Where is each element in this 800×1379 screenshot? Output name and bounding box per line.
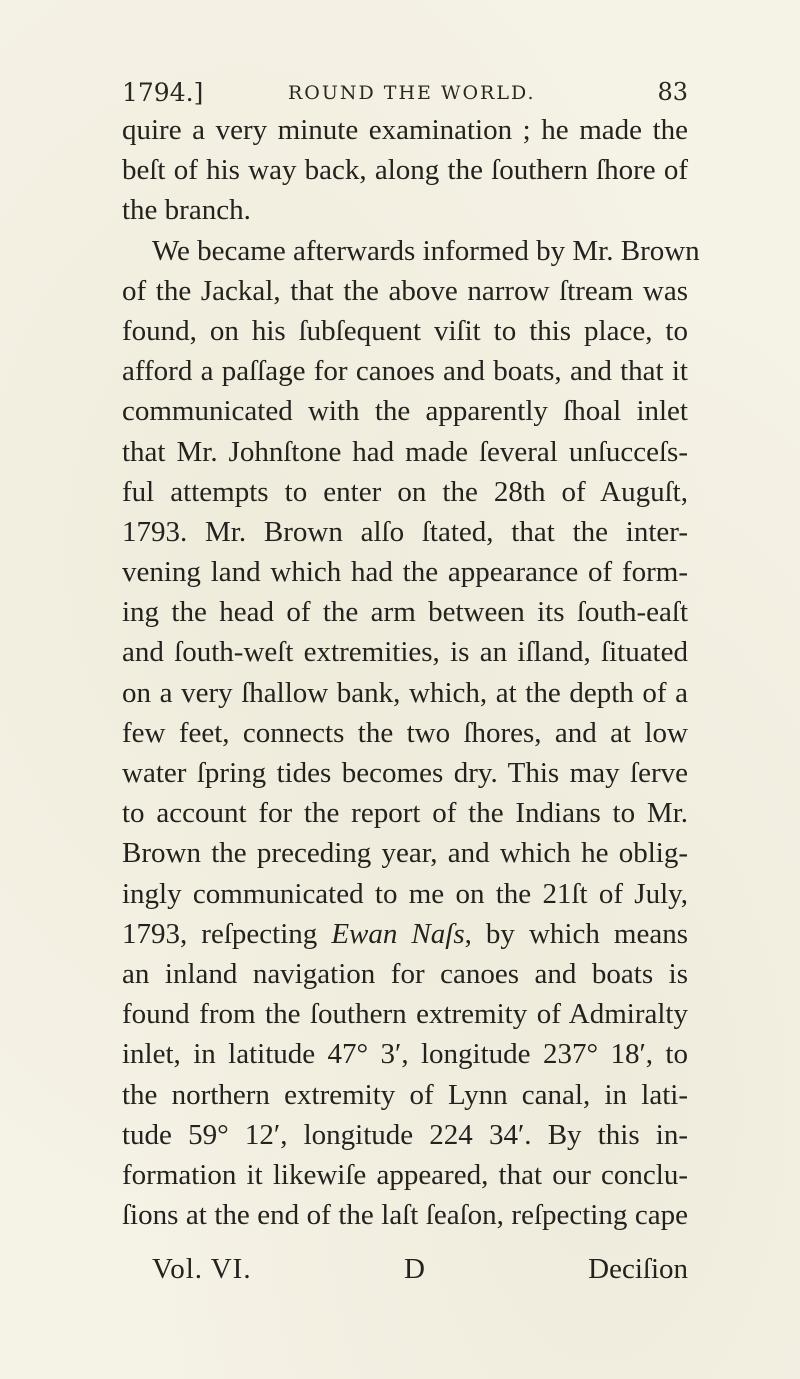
signature-mark: D <box>404 1253 425 1285</box>
text-line: formation it likewiſe appeared, that our conclu- <box>122 1158 688 1191</box>
text-line: of the Jackal, that the above narrow ſtream was <box>122 274 688 307</box>
text-line: inlet, in latitude 47° 3′, longitude 237° 18′, to <box>122 1038 688 1071</box>
header-title: ROUND THE WORLD. <box>288 82 536 104</box>
page-number: 83 <box>657 78 688 106</box>
text-line: vening land which had the appearance of form- <box>122 556 688 589</box>
text-line: afford a paſſage for canoes and boats, and that it <box>122 355 688 388</box>
text-line: and ſouth-weſt extremities, is an iſland, ſituated <box>122 636 688 669</box>
header-year: 1794.] <box>122 78 204 107</box>
text-line: the northern extremity of Lynn canal, in lati- <box>122 1078 688 1111</box>
text-line: that Mr. Johnſtone had made ſeveral unſucceſs- <box>122 435 688 468</box>
volume-label: Vol. VI. <box>152 1253 252 1285</box>
running-header <box>122 72 688 112</box>
text-line: found from the ſouthern extremity of Admiralty <box>122 998 688 1031</box>
catchword: Deciſion <box>588 1253 688 1285</box>
text-line: water ſpring tides becomes dry. This may ſerve <box>122 757 688 789</box>
text-line: few feet, connects the two ſhores, and at low <box>122 716 688 749</box>
text-line: ful attempts to enter on the 28th of Auguſt, <box>122 475 688 508</box>
text-line: We became afterwards informed by Mr. Brown <box>152 234 700 267</box>
page-footer <box>122 1253 688 1293</box>
text-line: ingly communicated to me on the 21ſt of July, <box>122 877 688 910</box>
text-line: ſions at the end of the laſt ſeaſon, reſpecting cape <box>122 1199 688 1232</box>
text-line: 1793. Mr. Brown alſo ſtated, that the inter- <box>122 515 688 548</box>
body-text <box>122 110 700 1235</box>
text-line: found, on his ſubſequent viſit to this place, to <box>122 314 688 347</box>
text-line: to account for the report of the Indians to Mr. <box>122 797 688 830</box>
text-line: 1793, reſpecting Ewan Naſs, by which means <box>122 917 688 950</box>
text-line: tude 59° 12′, longitude 224 34′. By this in- <box>122 1118 688 1151</box>
text-line: an inland navigation for canoes and boats is <box>122 957 688 990</box>
text-line: quire a very minute examination ; he made the <box>122 114 688 146</box>
text-line: on a very ſhallow bank, which, at the depth of a <box>122 676 688 709</box>
text-line: communicated with the apparently ſhoal inlet <box>122 395 688 428</box>
text-line: ing the head of the arm between its ſouth-eaſt <box>122 596 688 629</box>
text-line: beſt of his way back, along the ſouthern ſhore of <box>122 154 688 187</box>
text-line: the branch. <box>122 194 251 227</box>
text-line: Brown the preceding year, and which he oblig- <box>122 837 688 870</box>
